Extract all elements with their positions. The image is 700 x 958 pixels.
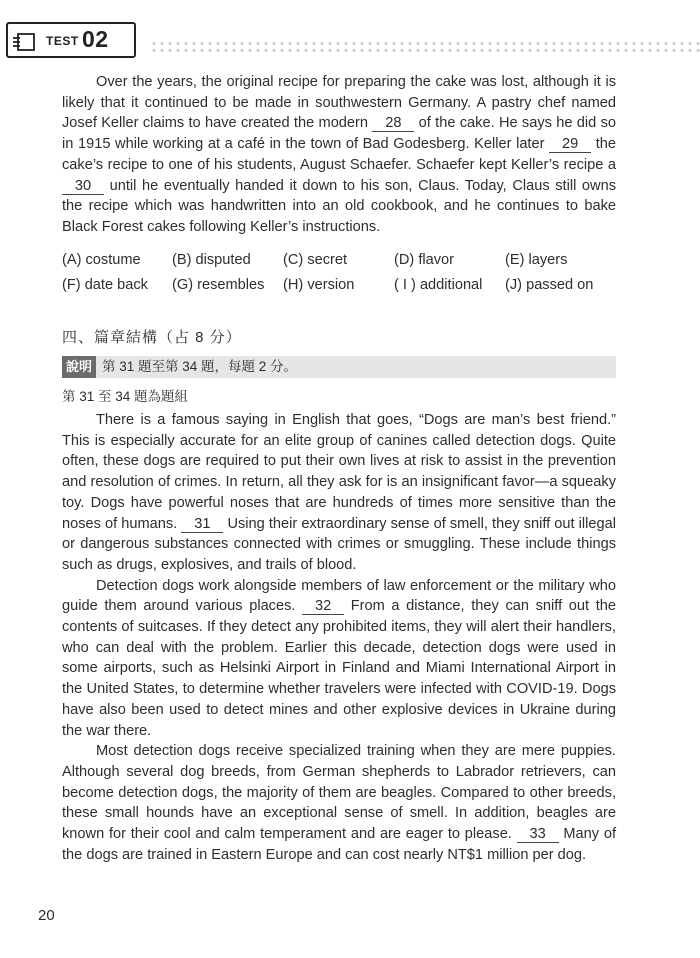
blank-31: 31 xyxy=(181,517,223,533)
page-content xyxy=(62,72,616,866)
option-d: (D) flavor xyxy=(394,251,454,268)
option-i: ( I ) additional xyxy=(394,276,483,293)
options-row xyxy=(62,248,616,273)
instruction-text: 第 31 題至第 34 題，每題 2 分。 xyxy=(102,358,298,374)
passage-paragraph: Most detection dogs receive specialized training when they are mere puppies. Although several dog breeds, from German shepherds to Labrador retrievers, can become detection dogs, the majority of them are beagles. Compared to other breeds, these small hounds have an exceptional sense of smell. In addition, beagles are known for their cool and calm temperament and are eager to please. 33 Many of the dogs are trained in Eastern Europe and can cost nearly NT$1 million per dog. xyxy=(62,743,616,863)
option-f: (F) date back xyxy=(62,276,148,293)
test-number: 02 xyxy=(82,26,109,52)
answer-options xyxy=(62,248,616,298)
blank-30: 30 xyxy=(62,179,104,195)
header-strip xyxy=(0,0,700,62)
passage-paragraph: There is a famous saying in English that goes, “Dogs are man’s best friend.” This is especially accurate for an elite group of canines called detection dogs. Quite often, these dogs are required to put their own lives at risk to assist in the prevention and resolution of crimes. In return, all they ask for is an insignificant favor—a squeaky toy. Dogs have powerful noses that are hundreds of times more sensitive than the noses of humans. 31 Using their extraordinary sense of smell, they sniff out illegal or dangerous substances connected with crimes or smuggling. These include things such as drugs, explosives, and trails of blood. xyxy=(62,412,616,573)
test-badge xyxy=(6,22,136,58)
option-h: (H) version xyxy=(283,276,355,293)
blank-28: 28 xyxy=(372,116,414,132)
blank-29: 29 xyxy=(549,137,591,153)
passage-paragraph: Detection dogs work alongside members of law enforcement or the military who guide them around various places. 32 From a distance, they can sniff out the contents of suitcases. If they detect any prohibited items, they will alert their handlers, who can deal with the problem. Earlier this decade, detection dogs were used in some airports, such as Helsinki Airport in Finland and Miami International Airport in the United States, to determine whether travelers were infected with COVID-19. Dogs have also been used to detect mines and other explosive devices in Ukraine during the war there. xyxy=(62,577,616,739)
dotted-pattern xyxy=(150,40,700,54)
option-g: (G) resembles xyxy=(172,276,265,293)
book-icon xyxy=(12,32,38,52)
page-number: 20 xyxy=(38,907,55,924)
question-group-title: 第 31 至 34 題為題組 xyxy=(62,389,189,405)
option-b: (B) disputed xyxy=(172,251,251,268)
instruction-bar xyxy=(62,356,616,378)
options-row xyxy=(62,273,616,298)
passage-paragraph: Over the years, the original recipe for preparing the cake was lost, although it is likely that it continued to be made in southwestern Germany. A pastry chef named Josef Keller claims to have created the modern 28 of the cake. He says he did so in 1915 while working at a café in the town of Bad Godesberg. Keller later 29 the cake’s recipe to one of his students, August Schaefer. Schaefer kept Keller’s recipe a 30 until he eventually handed it down to his son, Claus. Today, Claus still owns the recipe which was handwritten into an old cookbook, and he continues to bake Black Forest cakes following Keller’s instructions. xyxy=(62,74,616,235)
option-e: (E) layers xyxy=(505,251,568,268)
test-label: TEST xyxy=(46,34,79,48)
instruction-tag: 說明 xyxy=(62,356,96,378)
blank-32: 32 xyxy=(302,599,344,615)
option-j: (J) passed on xyxy=(505,276,594,293)
blank-33: 33 xyxy=(517,827,559,843)
option-c: (C) secret xyxy=(283,251,348,268)
section-title: 四、篇章結構（占 8 分） xyxy=(62,328,242,346)
option-a: (A) costume xyxy=(62,251,141,268)
